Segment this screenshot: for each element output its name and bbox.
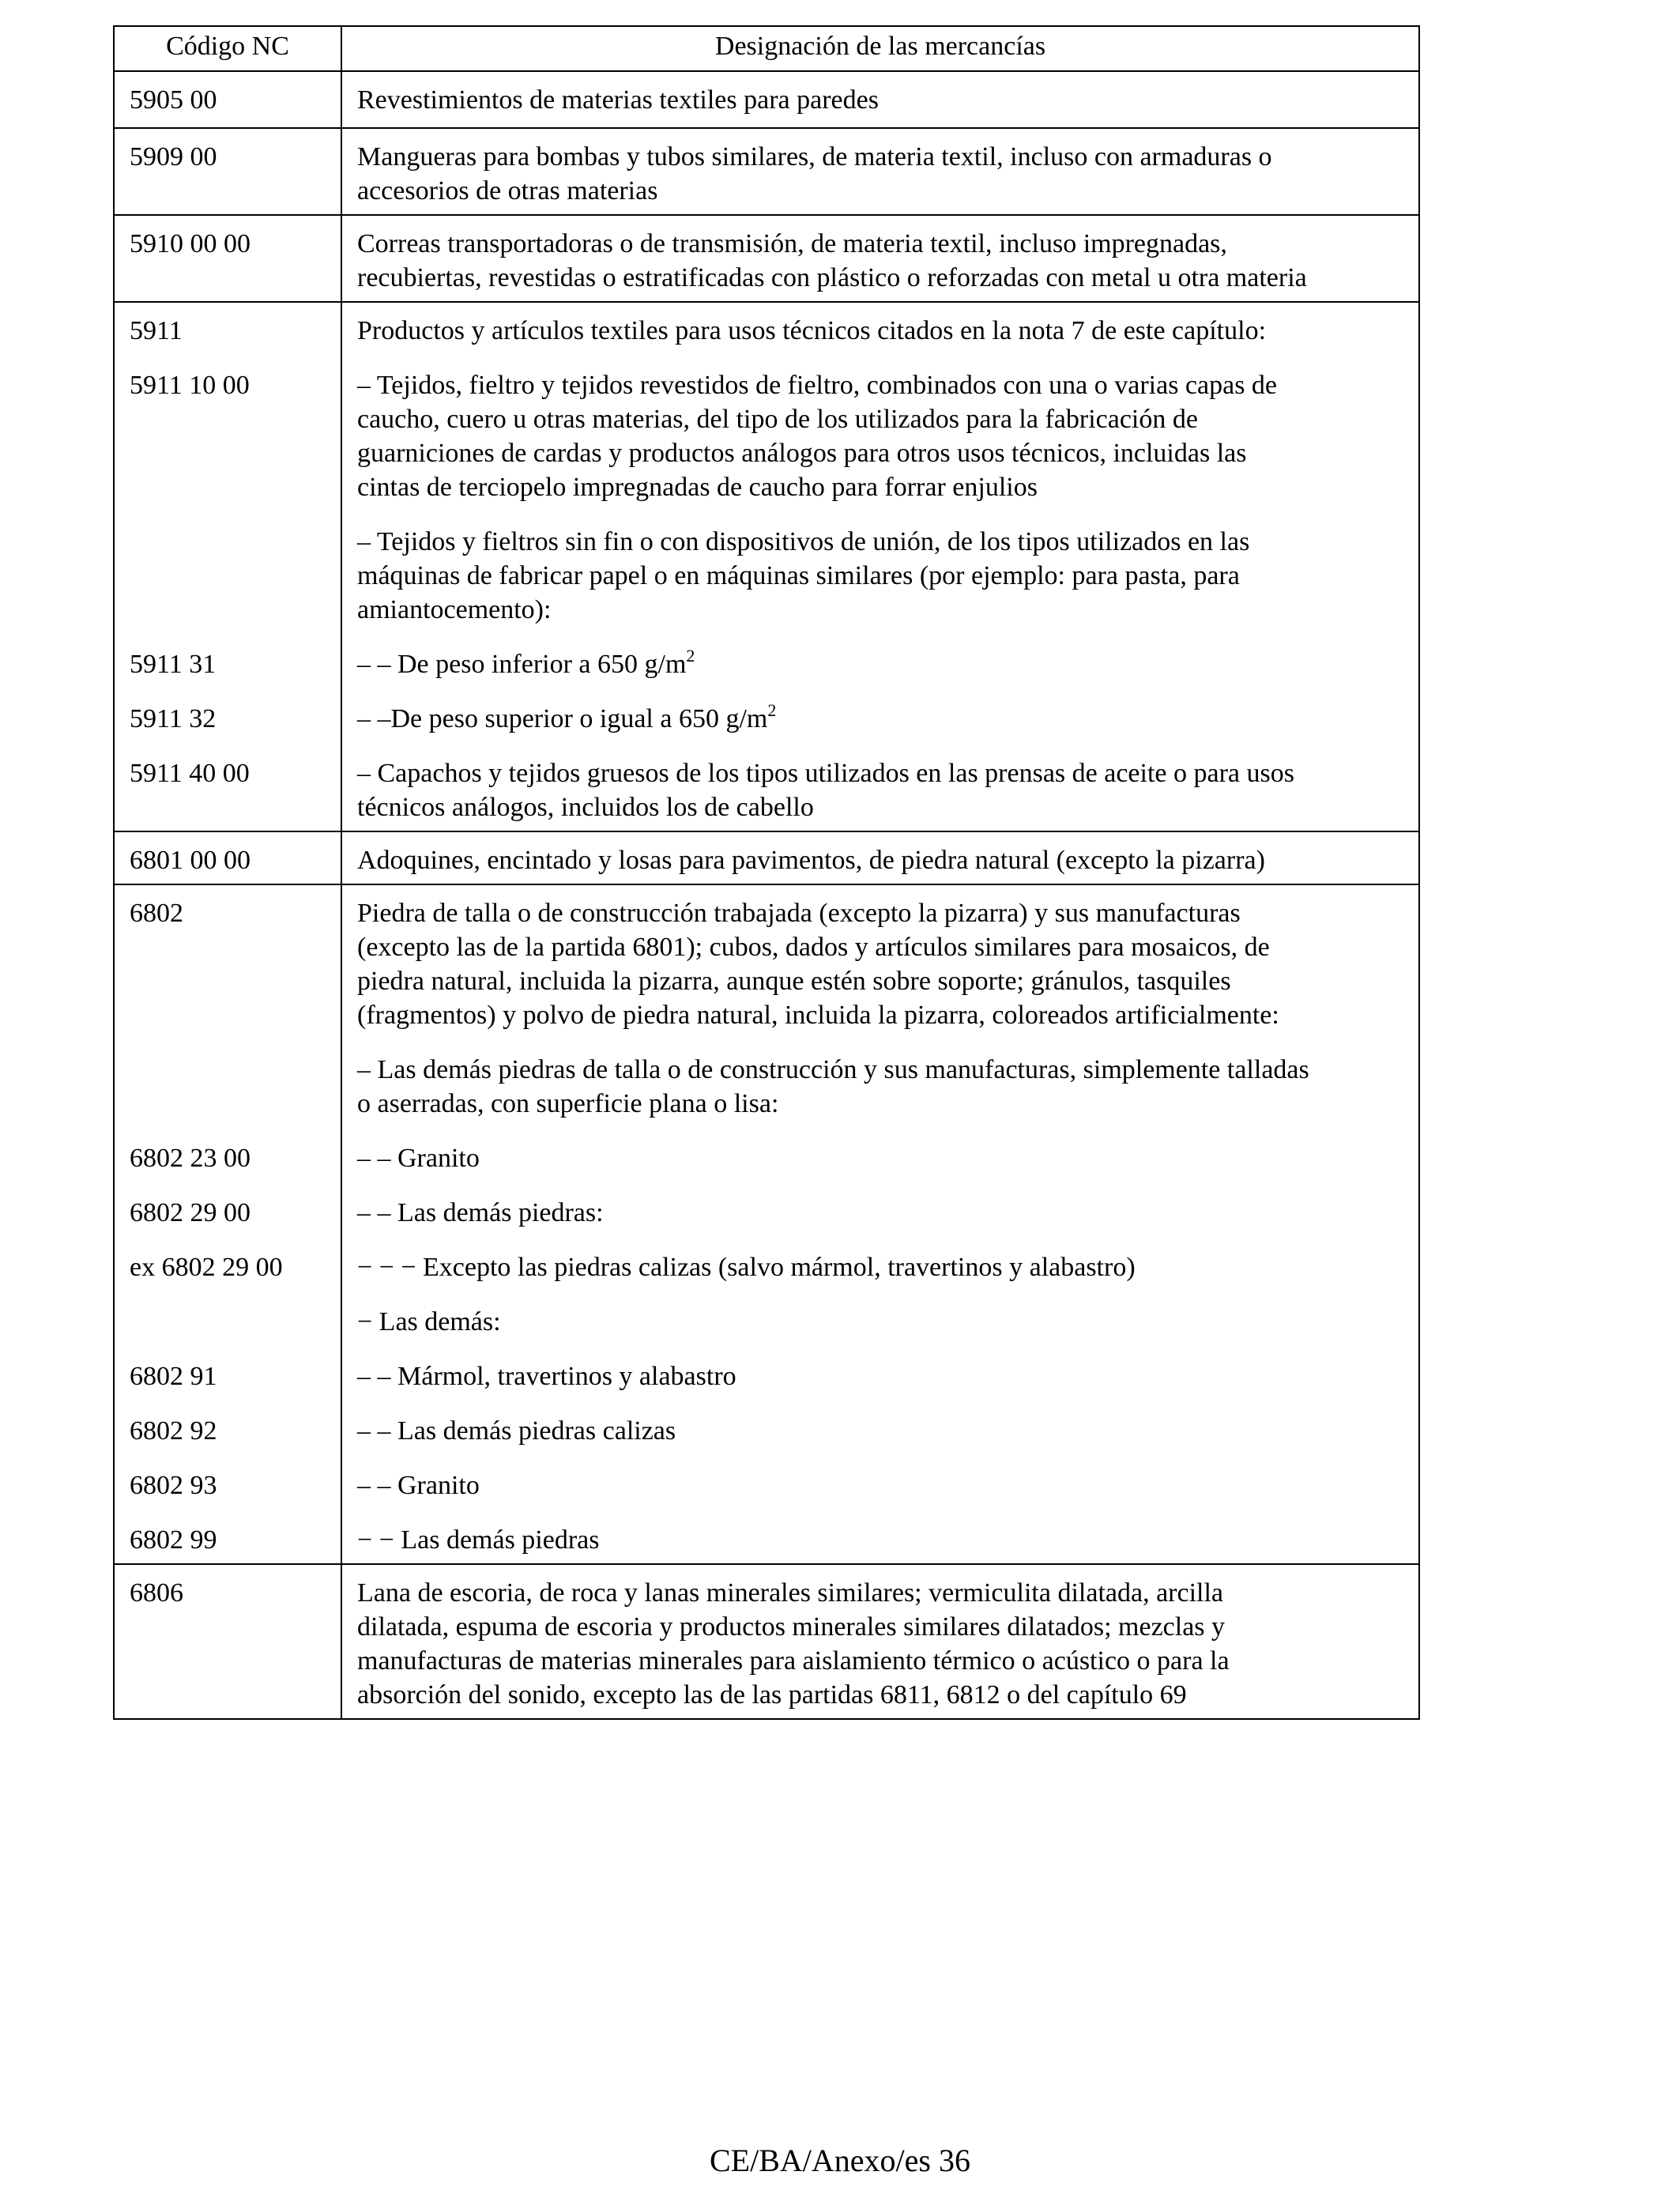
code-cell <box>114 71 341 128</box>
designation-line: accesorios de otras materias <box>357 176 658 205</box>
designation-line: absorción del sonido, excepto las de las partidas 6811, 6812 o del capítulo 69 <box>357 1680 1187 1710</box>
designation-line: manufacturas de materias minerales para aislamiento térmico o acústico o para la <box>357 1646 1230 1676</box>
designation-line: – – Granito <box>357 1471 480 1500</box>
designation-line: cintas de terciopelo impregnadas de caucho para forrar enjulios <box>357 473 1038 502</box>
designation-line: – – Las demás piedras calizas <box>357 1416 676 1446</box>
designation-cell <box>341 302 1419 831</box>
designation-line: dilatada, espuma de escoria y productos minerales similares dilatados; mezclas y <box>357 1612 1226 1642</box>
header-designation: Designación de las mercancías <box>341 26 1419 71</box>
designation-cell <box>341 1564 1419 1719</box>
nc-code: 6802 99 <box>130 1525 217 1555</box>
designation-line: técnicos análogos, incluidos los de cabello <box>357 793 814 822</box>
designation-line <box>357 647 1404 681</box>
table-header-row <box>114 26 1419 71</box>
designation-text: – – De peso inferior a 650 g/m <box>357 650 687 679</box>
designation-line: – Capachos y tejidos gruesos de los tipos utilizados en las prensas de aceite o para usos <box>357 759 1294 788</box>
designation-line: Correas transportadoras o de transmisión, de materia textil, incluso impregnadas, <box>357 229 1227 258</box>
code-cell <box>114 831 341 884</box>
table-row <box>114 128 1419 215</box>
nc-code-table <box>113 25 1420 1720</box>
table-row <box>114 302 1419 831</box>
code-cell <box>114 215 341 302</box>
designation-line: (excepto las de la partida 6801); cubos, dados y artículos similares para mosaicos, de <box>357 933 1270 962</box>
nc-code: 5911 <box>130 316 183 345</box>
table-row <box>114 831 1419 884</box>
nc-code: 6802 92 <box>130 1416 217 1446</box>
header-code: Código NC <box>114 26 341 71</box>
designation-line <box>357 702 1404 736</box>
nc-code: 6802 91 <box>130 1362 217 1391</box>
nc-code: 6802 23 00 <box>130 1144 250 1173</box>
nc-code: 6801 00 00 <box>130 846 250 875</box>
nc-code: 5911 32 <box>130 704 217 733</box>
nc-code: 5910 00 00 <box>130 229 250 258</box>
designation-line: − Las demás: <box>357 1307 501 1336</box>
designation-line: Productos y artículos textiles para usos técnicos citados en la nota 7 de este capítulo: <box>357 316 1267 345</box>
designation-line: guarniciones de cardas y productos análogos para otros usos técnicos, incluidas las <box>357 439 1247 468</box>
nc-code: 6802 <box>130 899 183 928</box>
designation-line: − − Las demás piedras <box>357 1525 600 1555</box>
designation-line: − − − Excepto las piedras calizas (salvo mármol, travertinos y alabastro) <box>357 1253 1136 1282</box>
code-cell <box>114 1564 341 1719</box>
nc-code: 5905 00 <box>130 85 217 115</box>
designation-line: Mangueras para bombas y tubos similares, de materia textil, incluso con armaduras o <box>357 142 1272 172</box>
code-cell <box>114 128 341 215</box>
nc-code: 5911 40 00 <box>130 759 250 788</box>
nc-code: 6802 93 <box>130 1471 217 1500</box>
designation-line: – Las demás piedras de talla o de construcción y sus manufacturas, simplemente talladas <box>357 1055 1309 1084</box>
table-row <box>114 215 1419 302</box>
code-cell <box>114 302 341 831</box>
nc-code: ex 6802 29 00 <box>130 1253 283 1282</box>
superscript: 2 <box>767 700 777 720</box>
designation-line: Revestimientos de materias textiles para paredes <box>357 85 879 115</box>
page-footer: CE/BA/Anexo/es 36 <box>710 2143 970 2178</box>
designation-line: o aserradas, con superficie plana o lisa: <box>357 1089 779 1118</box>
designation-line: amiantocemento): <box>357 595 552 624</box>
designation-cell <box>341 71 1419 128</box>
designation-line: recubiertas, revestidas o estratificadas con plástico o reforzadas con metal u otra materia <box>357 263 1307 292</box>
designation-line: – – Mármol, travertinos y alabastro <box>357 1362 736 1391</box>
designation-cell <box>341 215 1419 302</box>
nc-code: 6806 <box>130 1578 183 1608</box>
code-cell <box>114 884 341 1564</box>
designation-line: caucho, cuero u otras materias, del tipo de los utilizados para la fabricación de <box>357 405 1198 434</box>
table-row <box>114 1564 1419 1719</box>
nc-code: 5909 00 <box>130 142 217 172</box>
designation-text: – –De peso superior o igual a 650 g/m <box>357 704 768 733</box>
designation-line: – Tejidos y fieltros sin fin o con dispositivos de unión, de los tipos utilizados en las <box>357 527 1250 556</box>
designation-line: máquinas de fabricar papel o en máquinas similares (por ejemplo: para pasta, para <box>357 561 1240 590</box>
designation-line: (fragmentos) y polvo de piedra natural, incluida la pizarra, coloreados artificialmente: <box>357 1001 1279 1030</box>
designation-line: – – Granito <box>357 1144 480 1173</box>
designation-line: Adoquines, encintado y losas para pavimentos, de piedra natural (excepto la pizarra) <box>357 846 1265 875</box>
table-row <box>114 71 1419 128</box>
designation-line: Lana de escoria, de roca y lanas minerales similares; vermiculita dilatada, arcilla <box>357 1578 1224 1608</box>
nc-code: 5911 10 00 <box>130 371 250 400</box>
table-row <box>114 884 1419 1564</box>
designation-line: – Tejidos, fieltro y tejidos revestidos de fieltro, combinados con una o varias capas de <box>357 371 1278 400</box>
superscript: 2 <box>686 646 695 665</box>
nc-code: 6802 29 00 <box>130 1198 250 1227</box>
designation-line: – – Las demás piedras: <box>357 1198 604 1227</box>
designation-cell <box>341 831 1419 884</box>
designation-line: Piedra de talla o de construcción trabajada (excepto la pizarra) y sus manufacturas <box>357 899 1241 928</box>
designation-cell <box>341 884 1419 1564</box>
designation-cell <box>341 128 1419 215</box>
nc-code: 5911 31 <box>130 650 217 679</box>
designation-line: piedra natural, incluida la pizarra, aunque estén sobre soporte; gránulos, tasquiles <box>357 967 1231 996</box>
